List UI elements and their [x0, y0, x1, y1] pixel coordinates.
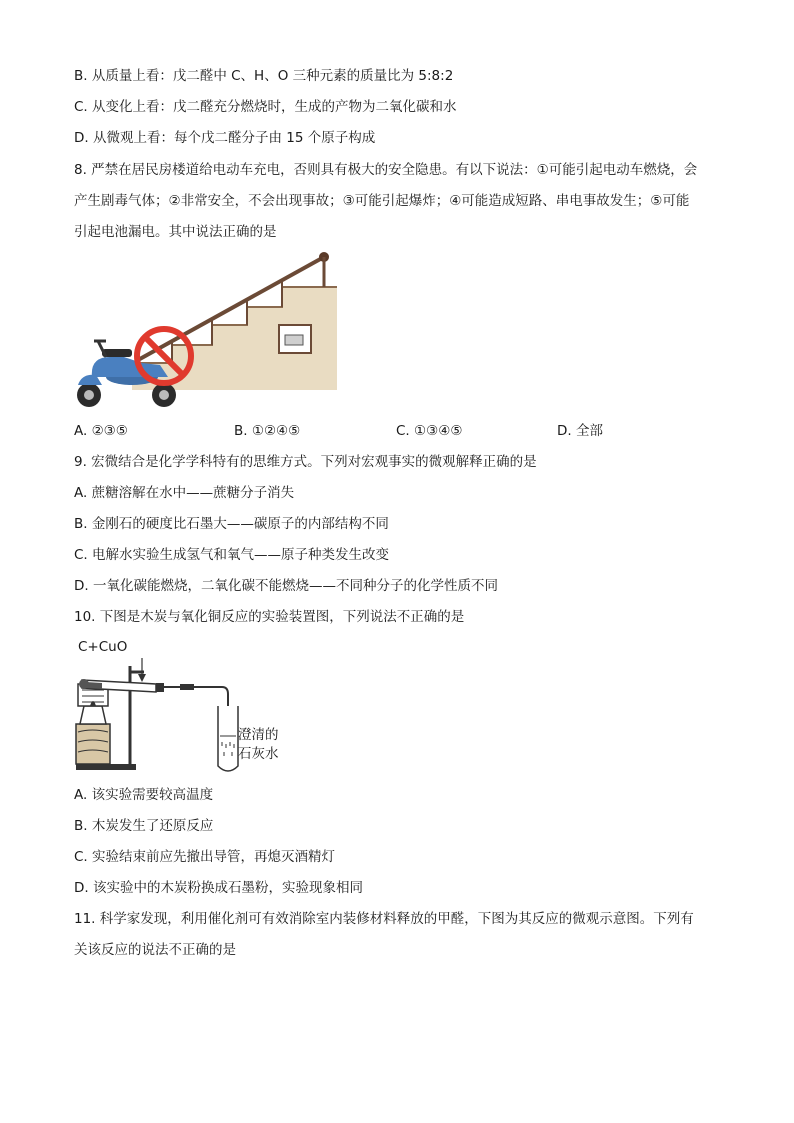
stairway-no-ebike-figure — [72, 245, 340, 413]
q10-option-c: C. 实验结束前应先撤出导管，再熄灭酒精灯 — [74, 849, 336, 865]
q10-option-a: A. 该实验需要较高温度 — [74, 787, 214, 803]
rubber-stopper — [156, 683, 164, 692]
q10-stem: 10. 下图是木炭与氧化铜反应的实验装置图，下列说法不正确的是 — [74, 609, 465, 625]
q11-stem-line1: 11. 科学家发现，利用催化剂可有效消除室内装修材料释放的甲醛，下图为其反应的微观示意图。下列有 — [74, 911, 694, 927]
q7-option-c: C. 从变化上看：戊二醛充分燃烧时，生成的产物为二氧化碳和水 — [74, 99, 457, 115]
q8-option-b: B. ①②④⑤ — [234, 423, 301, 439]
q8-stem-line2: 产生剧毒气体；②非常安全，不会出现事故；③可能引起爆炸；④可能造成短路、串电事故发生；⑤可能 — [74, 193, 690, 209]
q7-option-b: B. 从质量上看：戊二醛中 C、H、O 三种元素的质量比为 5:8:2 — [74, 68, 454, 84]
q8-stem-line1: 8. 严禁在居民房楼道给电动车充电，否则具有极大的安全隐患。有以下说法：①可能引起电动车燃烧，会 — [74, 162, 698, 178]
q8-option-c: C. ①③④⑤ — [396, 423, 463, 439]
q9-option-a: A. 蔗糖溶解在水中——蔗糖分子消失 — [74, 485, 295, 501]
q10-figure-label-limewater-2: 石灰水 — [238, 746, 279, 762]
q9-stem: 9. 宏微结合是化学学科特有的思维方式。下列对宏观事实的微观解释正确的是 — [74, 454, 537, 470]
charcoal-copper-oxide-apparatus — [72, 656, 252, 772]
q10-figure-label-reactants: C+CuO — [78, 639, 128, 655]
stand-base — [76, 764, 136, 770]
rubber-tube — [180, 684, 194, 690]
q9-option-c: C. 电解水实验生成氢气和氧气——原子种类发生改变 — [74, 547, 390, 563]
q8-option-d: D. 全部 — [557, 423, 603, 439]
q10-option-d: D. 该实验中的木炭粉换成石墨粉，实验现象相同 — [74, 880, 363, 896]
q11-stem-line2: 关该反应的说法不正确的是 — [74, 942, 236, 958]
q8-option-a: A. ②③⑤ — [74, 423, 128, 439]
q10-option-b: B. 木炭发生了还原反应 — [74, 818, 214, 834]
q10-figure-label-limewater-1: 澄清的 — [238, 727, 279, 743]
q9-option-b: B. 金刚石的硬度比石墨大——碳原子的内部结构不同 — [74, 516, 389, 532]
limewater-test-tube — [218, 706, 238, 771]
alcohol-lamp — [80, 706, 106, 724]
q9-option-d: D. 一氧化碳能燃烧，二氧化碳不能燃烧——不同种分子的化学性质不同 — [74, 578, 498, 594]
q7-option-d: D. 从微观上看：每个戊二醛分子由 15 个原子构成 — [74, 130, 376, 146]
q8-stem-line3: 引起电池漏电。其中说法正确的是 — [74, 224, 277, 240]
